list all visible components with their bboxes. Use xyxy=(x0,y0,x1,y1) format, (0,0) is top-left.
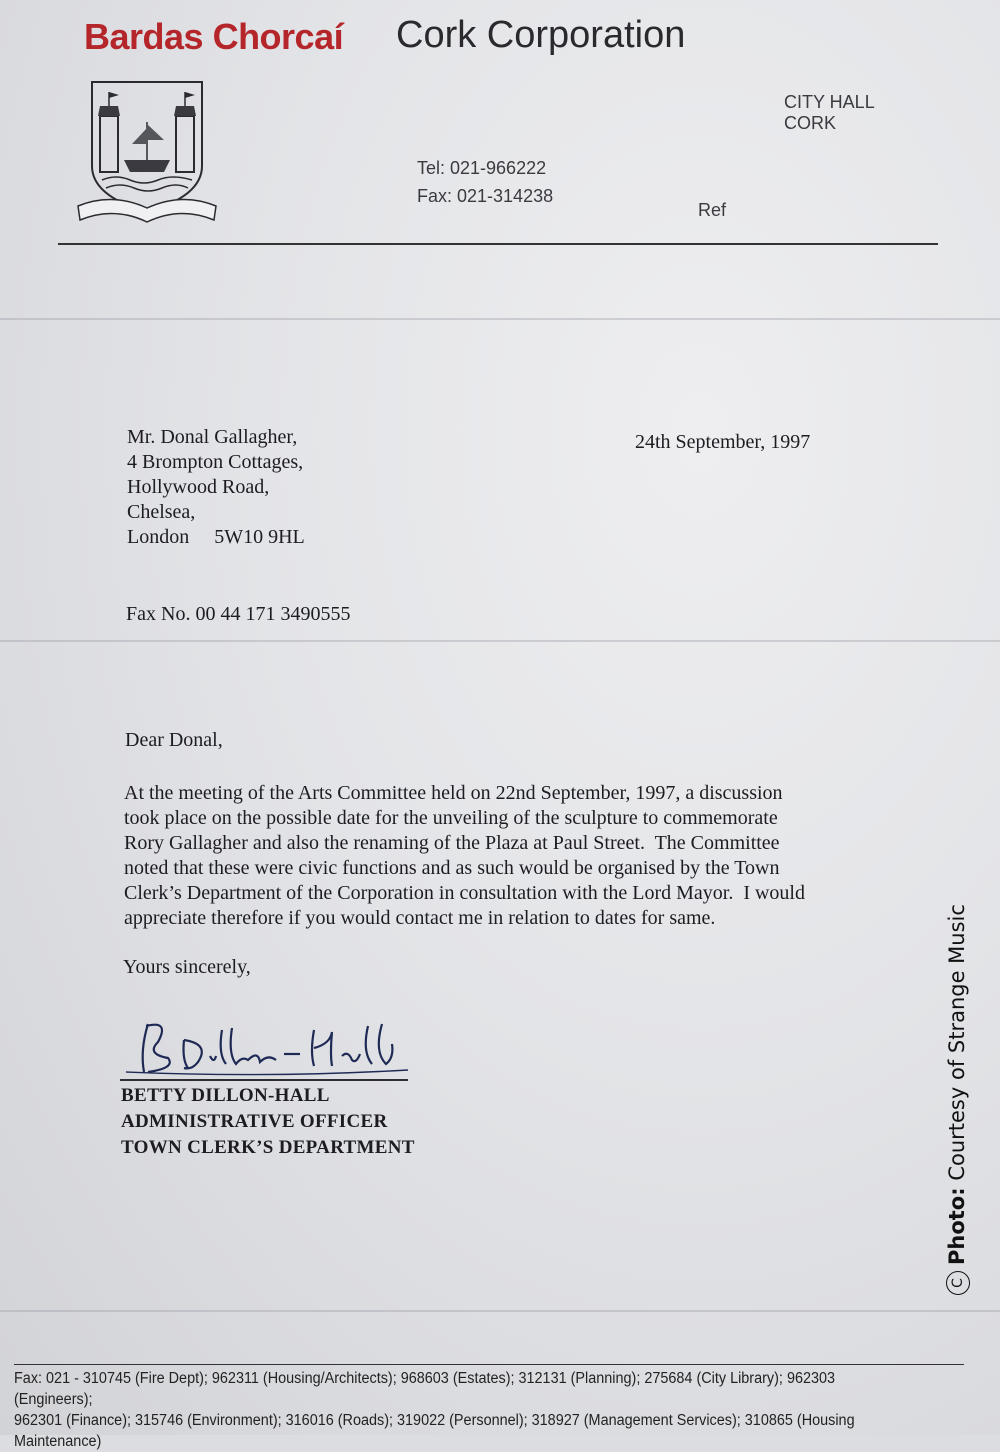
signer-title: ADMINISTRATIVE OFFICER xyxy=(121,1111,388,1132)
recipient-address xyxy=(127,425,305,550)
letterhead-name-irish: Bardas Chorcaí xyxy=(84,16,344,57)
footer-line: Fax: 021 - 310745 (Fire Dept); 962311 (Housing/Architects); 968603 (Estates); 312131 (Planning); 275684 (City Library); 962303 (Engineers); xyxy=(14,1370,836,1408)
signer-department: TOWN CLERK’S DEPARTMENT xyxy=(121,1137,415,1158)
body-line: Clerk’s Department of the Corporation in consultation with the Lord Mayor. I would xyxy=(124,882,805,904)
header-divider xyxy=(58,243,938,245)
footer-divider xyxy=(14,1364,964,1365)
signer-block xyxy=(121,1083,415,1161)
handwritten-signature xyxy=(118,1010,418,1090)
ref-label: Ref xyxy=(698,200,727,220)
salutation: Dear Donal, xyxy=(125,729,223,751)
body-line: took place on the possible date for the unveiling of the sculpture to commemorate xyxy=(124,807,778,829)
letterhead-address xyxy=(784,92,875,134)
recipient-line: Hollywood Road, xyxy=(127,476,270,498)
cork-crest-logo xyxy=(76,78,218,230)
paper-fold xyxy=(0,318,1000,320)
signature-line xyxy=(120,1079,408,1081)
recipient-line: 4 Brompton Cottages, xyxy=(127,451,304,473)
body-line: appreciate therefore if you would contact me in relation to dates for same. xyxy=(124,907,716,929)
body-line: noted that these were civic functions and as such would be organised by the Town xyxy=(124,857,780,879)
letterhead-name-english: Cork Corporation xyxy=(396,14,686,56)
photo-credit xyxy=(945,904,970,1295)
recipient-line: London 5W10 9HL xyxy=(127,526,305,548)
recipient-fax: Fax No. 00 44 171 3490555 xyxy=(126,603,351,625)
paper-fold xyxy=(0,640,1000,642)
copyright-icon: C xyxy=(946,1271,970,1295)
footer-line: 962301 (Finance); 315746 (Environment); 316016 (Roads); 319022 (Personnel); 318927 (Management Services); 310865 (Housing Maintenance) xyxy=(14,1412,855,1450)
footer-fax-directory xyxy=(14,1368,907,1452)
letter-body xyxy=(124,781,854,931)
closing: Yours sincerely, xyxy=(123,956,251,978)
letterhead-contact xyxy=(417,154,553,210)
recipient-line: Mr. Donal Gallagher, xyxy=(127,426,298,448)
photo-credit-label: Photo: xyxy=(945,1187,969,1265)
body-line: Rory Gallagher and also the renaming of the Plaza at Paul Street. The Committee xyxy=(124,832,780,854)
address-line-2: CORK xyxy=(784,113,837,133)
recipient-line: Chelsea, xyxy=(127,501,196,523)
signer-name: BETTY DILLON-HALL xyxy=(121,1085,330,1106)
tel-number: Tel: 021-966222 xyxy=(417,158,547,178)
body-line: At the meeting of the Arts Committee held on 22nd September, 1997, a discussion xyxy=(124,782,783,804)
address-line-1: CITY HALL xyxy=(784,92,875,112)
photo-credit-text: Courtesy of Strange Music xyxy=(945,904,969,1188)
fax-number: Fax: 021-314238 xyxy=(417,186,554,206)
letter-date: 24th September, 1997 xyxy=(635,431,811,453)
paper-fold xyxy=(0,1310,1000,1312)
